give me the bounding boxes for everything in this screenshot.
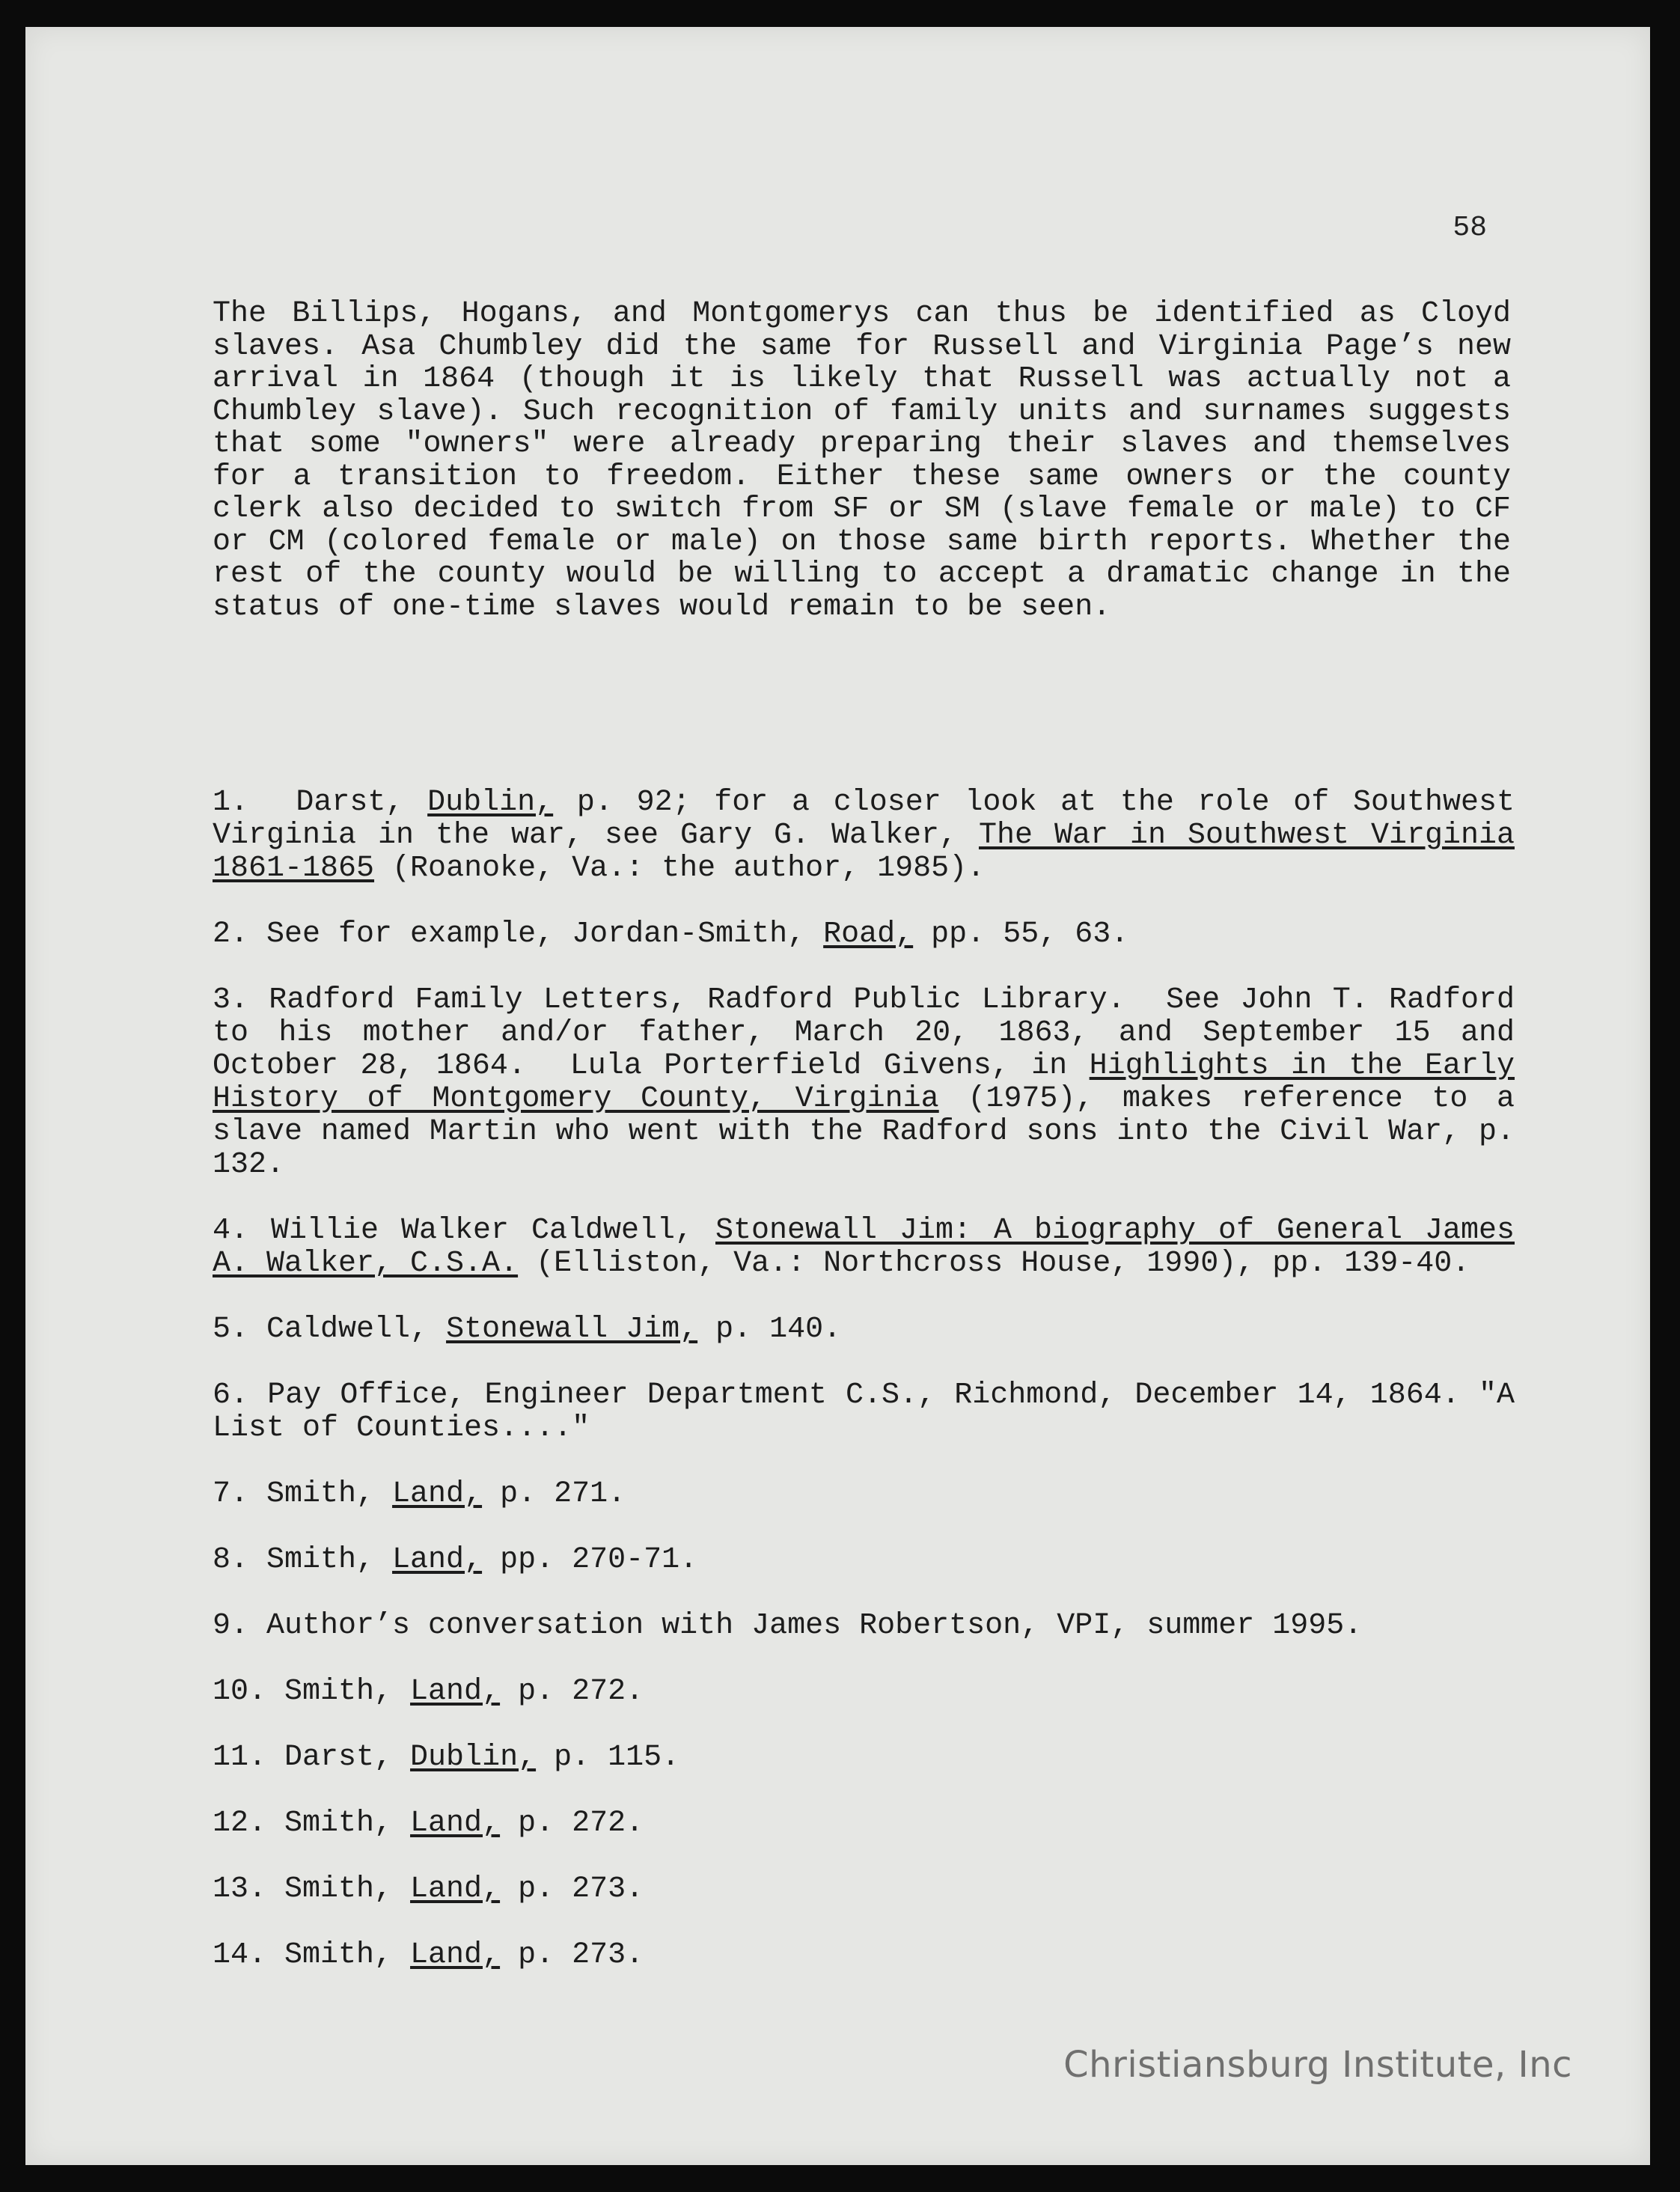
endnote: 2. See for example, Jordan-Smith, Road, pp. 55, 63. (213, 918, 1129, 951)
endnote: 12. Smith, Land, p. 272. (213, 1807, 644, 1840)
endnote: 3. Radford Family Letters, Radford Public Library. See John T. Radford to his mother and/or father, March 20, 1863, and September 15 and October 28, 1864. Lula Porterfield Givens, in Highlights in the Early History of Montgomery County, Virginia (1975), makes reference to a slave named Martin who went with the Radford sons into the Civil War, p. 132. (213, 983, 1533, 1182)
endnote: 14. Smith, Land, p. 273. (213, 1938, 644, 1972)
endnote: 11. Darst, Dublin, p. 115. (213, 1741, 680, 1774)
endnote: 7. Smith, Land, p. 271. (213, 1477, 626, 1511)
document-page (25, 27, 1650, 2165)
endnote: 6. Pay Office, Engineer Department C.S., Richmond, December 14, 1864. "A List of Counties...." (213, 1379, 1533, 1445)
watermark: Christiansburg Institute, Inc (1063, 2044, 1572, 2086)
endnote: 5. Caldwell, Stonewall Jim, p. 140. (213, 1313, 842, 1346)
endnotes (213, 786, 1533, 2005)
endnote: 4. Willie Walker Caldwell, Stonewall Jim: A biography of General James A. Walker, C.S.A. (Elliston, Va.: Northcross House, 1990), pp. 139-40. (213, 1214, 1515, 1280)
page-number: 58 (1453, 212, 1487, 244)
endnote: 13. Smith, Land, p. 273. (213, 1872, 644, 1906)
endnote: 9. Author’s conversation with James Robertson, VPI, summer 1995. (213, 1609, 1363, 1643)
body-paragraph: The Billips, Hogans, and Montgomerys can thus be identified as Cloyd slaves. Asa Chumbley did the same for Russell and Virginia Page’s new arrival in 1864 (though it is likely that Russell was actually not a Chumbley slave). Such recognition of family units and surnames suggests that some "owners" were already preparing their slaves and themselves for a transition to freedom. Either these same owners or the county clerk also decided to switch from SF or SM (slave female or male) to CF or CM (colored female or male) on those same birth reports. Whether the rest of the county would be willing to accept a dramatic change in the status of one-time slaves would remain to be seen. (213, 297, 1511, 624)
endnote: 1. Darst, Dublin, p. 92; for a closer look at the role of Southwest Virginia in the war, see Gary G. Walker, The War in Southwest Virginia 1861-1865 (Roanoke, Va.: the author, 1985). (213, 786, 1515, 885)
endnote: 8. Smith, Land, pp. 270-71. (213, 1543, 698, 1577)
endnote: 10. Smith, Land, p. 272. (213, 1675, 644, 1709)
